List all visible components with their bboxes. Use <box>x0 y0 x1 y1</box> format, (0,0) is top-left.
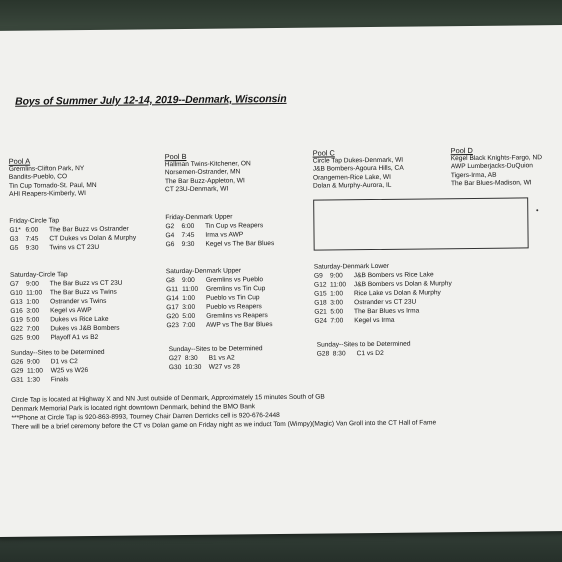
game-id: G24 <box>314 317 327 325</box>
game-match: Kegel vs The Bar Blues <box>205 240 275 248</box>
game-time: 11:00 <box>182 285 199 294</box>
game-time: 7:00 <box>26 325 40 333</box>
game-id: G18 <box>314 299 327 307</box>
game-time: 9:30 <box>25 244 39 252</box>
note-line: ***Phone at Circle Tap is 920-863-8993, Tourney Chair Darren Derricks cell is 920-676-2448 <box>11 412 280 422</box>
game-id: G27 <box>168 355 182 363</box>
game-id: G6 <box>165 241 175 249</box>
paper-sheet <box>0 25 562 537</box>
note-line: Circle Tap is located at Highway X and NN Just outside of Denmark, Approximately 15 minutes South of GB <box>11 393 325 404</box>
pool-a-heading: Pool A <box>8 156 31 166</box>
game-match: Finals <box>50 376 69 384</box>
game-id: G21 <box>314 308 327 316</box>
game-time: 5:00 <box>26 316 40 324</box>
game-id: G16 <box>10 307 23 315</box>
game-id: G14 <box>166 295 179 303</box>
schedule-sunday-column-1 <box>11 348 105 385</box>
game-time: 7:00 <box>182 321 196 330</box>
game-time: 6:00 <box>25 226 39 234</box>
game-match: The Bar Buzz vs CT 23U <box>49 279 123 288</box>
game-row <box>11 375 105 385</box>
game-time: 7:45 <box>25 235 39 243</box>
game-row <box>169 362 263 372</box>
game-time: 3:00 <box>330 299 344 307</box>
schedule-saturday-circle-tap <box>10 270 123 343</box>
pool-team: Norsemen-Ostrander, MN <box>164 168 241 177</box>
game-match: Gremlins vs Pueblo <box>205 276 264 284</box>
game-id: G8 <box>165 277 175 285</box>
game-time: 5:00 <box>182 312 196 321</box>
game-match: Kegel vs Irma <box>354 316 395 325</box>
game-match: Twins vs CT 23U <box>49 243 100 252</box>
schedule-heading: Sunday--Sites to be Determined <box>10 348 105 357</box>
game-id: G29 <box>10 367 24 375</box>
schedule-friday-circle-tap <box>9 216 136 253</box>
schedule-saturday-denmark-lower <box>314 261 452 325</box>
game-row <box>166 239 275 249</box>
game-match: W27 vs 28 <box>208 363 240 371</box>
note-line: Denmark Memorial Park is located right downtown Denmark, behind the BMO Bank <box>11 403 256 413</box>
pool-team: AHI Reapers-Kimberly, WI <box>9 189 86 198</box>
pool-team: The Bar Buzz-Appleton, WI <box>164 176 245 185</box>
game-match: The Bar Buzz vs Twins <box>49 288 117 297</box>
pool-team: Bandits-Pueblo, CO <box>8 173 68 182</box>
game-time: 7:45 <box>181 231 195 240</box>
game-id: G19 <box>10 316 23 324</box>
game-match: B1 vs A2 <box>208 354 235 362</box>
game-id: G23 <box>166 322 179 330</box>
game-match: Dukes vs Rice Lake <box>50 315 109 324</box>
game-row <box>11 333 124 343</box>
game-match: D1 vs C2 <box>50 358 78 366</box>
schedule-heading: Saturday-Circle Tap <box>9 271 68 279</box>
pool-b <box>165 151 251 194</box>
pool-team: CT 23U-Denmark, WI <box>164 185 229 194</box>
pool-c <box>313 148 404 191</box>
game-time: 1:00 <box>182 294 196 303</box>
pool-team: The Bar Blues-Madison, WI <box>450 179 532 188</box>
pool-team: Tigers-Irma, AB <box>450 171 497 179</box>
game-time: 3:00 <box>26 307 40 315</box>
game-id: G17 <box>166 304 179 312</box>
game-time: 8:30 <box>332 350 346 358</box>
pool-c-heading: Pool C <box>312 148 335 158</box>
game-match: Playoff A1 vs B2 <box>50 333 99 342</box>
game-match: The Bar Blues vs Irma <box>354 307 420 316</box>
schedule-friday-denmark-upper <box>165 212 274 249</box>
game-match: Irma vs AWP <box>205 231 244 239</box>
schedule-heading: Friday-Circle Tap <box>9 217 60 225</box>
game-time: 5:00 <box>330 308 344 316</box>
game-match: C1 vs D2 <box>356 349 384 358</box>
game-time: 7:00 <box>330 317 344 325</box>
game-match: Kegel vs AWP <box>50 306 92 315</box>
game-id: G30 <box>168 364 182 372</box>
pool-team: Dolan & Murphy-Aurora, IL <box>312 181 392 190</box>
game-row <box>314 315 452 325</box>
game-match: Dukes vs J&B Bombers <box>50 324 120 333</box>
game-id: G1* <box>9 226 21 234</box>
schedule-heading: Friday-Denmark Upper <box>165 213 233 222</box>
game-id: G25 <box>10 334 24 342</box>
game-row <box>166 320 272 330</box>
game-time: 9:30 <box>181 240 195 249</box>
game-id: G5 <box>9 244 19 252</box>
schedule-sunday-column-3 <box>317 340 411 359</box>
pool-team: Tin Cup Tornado-St. Paul, MN <box>8 181 97 190</box>
game-time: 9:00 <box>181 276 195 285</box>
game-id: G26 <box>10 358 24 366</box>
game-id: G15 <box>314 290 327 298</box>
pool-team: Orangemen-Rice Lake, WI <box>312 173 392 182</box>
game-id: G2 <box>165 223 175 231</box>
game-id: G9 <box>313 272 323 280</box>
game-match: Ostrander vs CT 23U <box>354 298 417 307</box>
note-line: There will be a brief ceremony before the CT vs Dolan game on Friday night as we induct Tom (Wimpy)(Magic) Van Groll into the CT Hall of Fame <box>11 419 437 431</box>
pool-team: Hallman Twins-Kitchener, ON <box>164 160 251 169</box>
game-match: W25 vs W26 <box>50 367 89 375</box>
game-id: G31 <box>10 376 24 384</box>
game-time: 1:00 <box>26 298 40 306</box>
schedule-heading: Saturday-Denmark Lower <box>313 262 390 271</box>
game-time: 11:00 <box>26 367 43 375</box>
pool-a <box>9 156 97 199</box>
game-time: 1:00 <box>330 290 344 298</box>
game-match: AWP vs The Bar Blues <box>205 321 273 329</box>
game-match: CT Dukes vs Dolan & Murphy <box>49 234 137 243</box>
schedule-heading: Saturday-Denmark Upper <box>165 267 242 276</box>
game-time: 9:00 <box>25 280 39 288</box>
pool-d <box>451 145 543 188</box>
game-row <box>317 349 411 359</box>
dot-mark <box>536 209 538 211</box>
game-match: Pueblo vs Tin Cup <box>205 294 260 302</box>
schedule-saturday-denmark-upper <box>166 266 273 330</box>
game-time: 6:00 <box>181 222 195 231</box>
schedule-heading: Sunday--Sites to be Determined <box>316 340 411 349</box>
game-time: 11:00 <box>26 289 43 297</box>
schedule-sunday-column-2 <box>169 344 263 372</box>
game-match: Gremlins vs Tin Cup <box>205 285 266 293</box>
game-match: Ostrander vs Twins <box>50 297 107 306</box>
pool-team: Kegel Black Knights-Fargo, ND <box>450 154 543 163</box>
game-id: G20 <box>166 313 179 321</box>
game-time: 3:00 <box>182 303 196 312</box>
pool-team: J&B Bombers-Agoura Hills, CA <box>312 164 404 173</box>
game-time: 9:00 <box>26 334 40 342</box>
game-time: 8:30 <box>184 354 198 363</box>
pool-d-heading: Pool D <box>450 145 473 156</box>
game-time: 9:00 <box>329 272 343 280</box>
game-time: 9:00 <box>26 358 40 366</box>
game-id: G3 <box>9 235 19 243</box>
game-match: J&B Bombers vs Rice Lake <box>353 271 434 280</box>
game-id: G12 <box>314 281 327 289</box>
document-title: Boys of Summer July 12-14, 2019--Denmark, Wisconsin <box>15 92 287 108</box>
game-row <box>10 243 137 253</box>
game-id: G11 <box>166 286 179 294</box>
game-id: G4 <box>165 232 175 240</box>
game-id: G22 <box>10 325 23 333</box>
game-match: The Bar Buzz vs Ostrander <box>49 225 129 234</box>
pool-team: Gremlins-Clifton Park, NY <box>8 165 85 173</box>
game-time: 1:30 <box>26 376 40 384</box>
notes <box>11 391 436 431</box>
game-match: J&B Bombers vs Dolan & Murphy <box>353 280 452 289</box>
empty-box <box>313 197 529 250</box>
schedule-heading: Sunday--Sites to be Determined <box>168 345 263 354</box>
game-match: Pueblo vs Reapers <box>206 303 262 311</box>
pool-b-heading: Pool B <box>164 151 187 162</box>
game-id: G28 <box>316 350 330 358</box>
game-match: Rice Lake vs Dolan & Murphy <box>353 289 441 298</box>
game-time: 10:30 <box>184 363 202 372</box>
game-id: G7 <box>9 280 19 288</box>
game-match: Gremlins vs Reapers <box>206 312 268 320</box>
game-id: G13 <box>10 298 23 306</box>
game-match: Tin Cup vs Reapers <box>205 222 264 230</box>
pool-team: Circle Tap Dukes-Denmark, WI <box>312 156 404 165</box>
game-id: G10 <box>10 289 23 297</box>
game-time: 11:00 <box>330 281 347 289</box>
pool-team: AWP Lumberjacks-DuQuion <box>450 162 533 171</box>
